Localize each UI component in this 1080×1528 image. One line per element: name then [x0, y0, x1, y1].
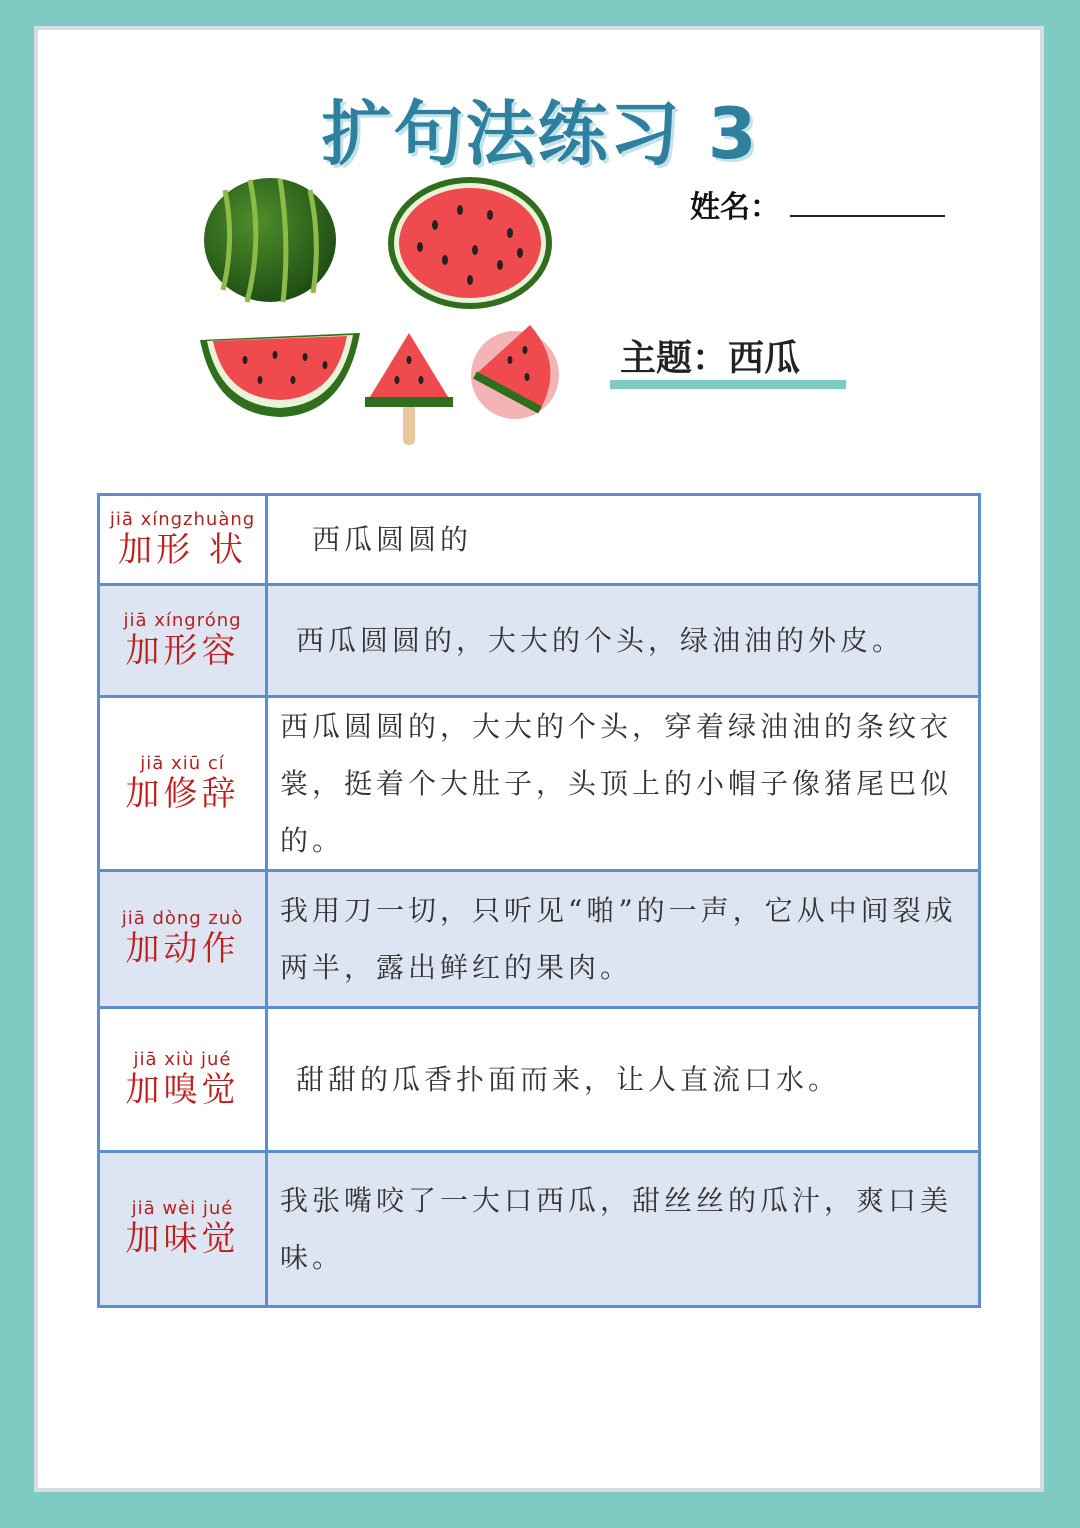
method-label: 加动作 — [125, 929, 240, 969]
expansion-table — [97, 493, 981, 1308]
table-row — [99, 1008, 980, 1152]
theme-label: 主题：西瓜 — [620, 338, 801, 379]
watermelon-splash-icon — [471, 325, 559, 419]
example-sentence: 西瓜圆圆的 — [267, 495, 980, 585]
example-sentence: 西瓜圆圆的，大大的个头，穿着绿油油的条纹衣裳，挺着个大肚子，头顶上的小帽子像猪尾巴似的。 — [267, 697, 980, 871]
pinyin: jiā wèi jué — [131, 1198, 234, 1219]
row-label-cell — [99, 871, 267, 1008]
row-label-cell — [99, 697, 267, 871]
page-title: 扩句法练习 3 — [321, 93, 759, 175]
table-row — [99, 1152, 980, 1307]
method-label: 加味觉 — [125, 1219, 240, 1259]
pinyin: jiā xíngróng — [123, 609, 242, 631]
pinyin: jiā xiù jué — [133, 1048, 232, 1070]
table-row — [99, 871, 980, 1008]
table-row — [99, 697, 980, 871]
method-label: 加形 状 — [118, 529, 247, 570]
row-label-cell — [99, 495, 267, 585]
pinyin: jiā xíngzhuàng — [109, 508, 256, 530]
method-label: 加嗅觉 — [125, 1069, 240, 1110]
method-label: 加形容 — [125, 630, 240, 671]
half-watermelon-icon — [388, 177, 552, 309]
pinyin: jiā dòng zuò — [121, 908, 244, 929]
table-row — [99, 585, 980, 697]
watermelon-popsicle-icon — [365, 333, 453, 445]
name-label: 姓名： — [690, 190, 780, 225]
example-sentence: 甜甜的瓜香扑面而来，让人直流口水。 — [267, 1008, 980, 1152]
row-label-cell — [99, 1152, 267, 1307]
row-label-cell — [99, 585, 267, 697]
row-label-cell — [99, 1008, 267, 1152]
whole-watermelon-icon — [204, 178, 336, 302]
theme-underline — [610, 380, 846, 389]
example-sentence: 我张嘴咬了一大口西瓜，甜丝丝的瓜汁，爽口美味。 — [267, 1152, 980, 1307]
watermelon-slice-icon — [200, 333, 360, 417]
method-label: 加修辞 — [125, 773, 240, 814]
table-row — [99, 495, 980, 585]
pinyin: jiā xiū cí — [140, 752, 225, 774]
name-field[interactable] — [790, 215, 945, 217]
watermelon-illustration — [175, 165, 575, 455]
example-sentence: 我用刀一切，只听见“啪”的一声，它从中间裂成两半，露出鲜红的果肉。 — [267, 871, 980, 1008]
example-sentence: 西瓜圆圆的，大大的个头，绿油油的外皮。 — [267, 585, 980, 697]
